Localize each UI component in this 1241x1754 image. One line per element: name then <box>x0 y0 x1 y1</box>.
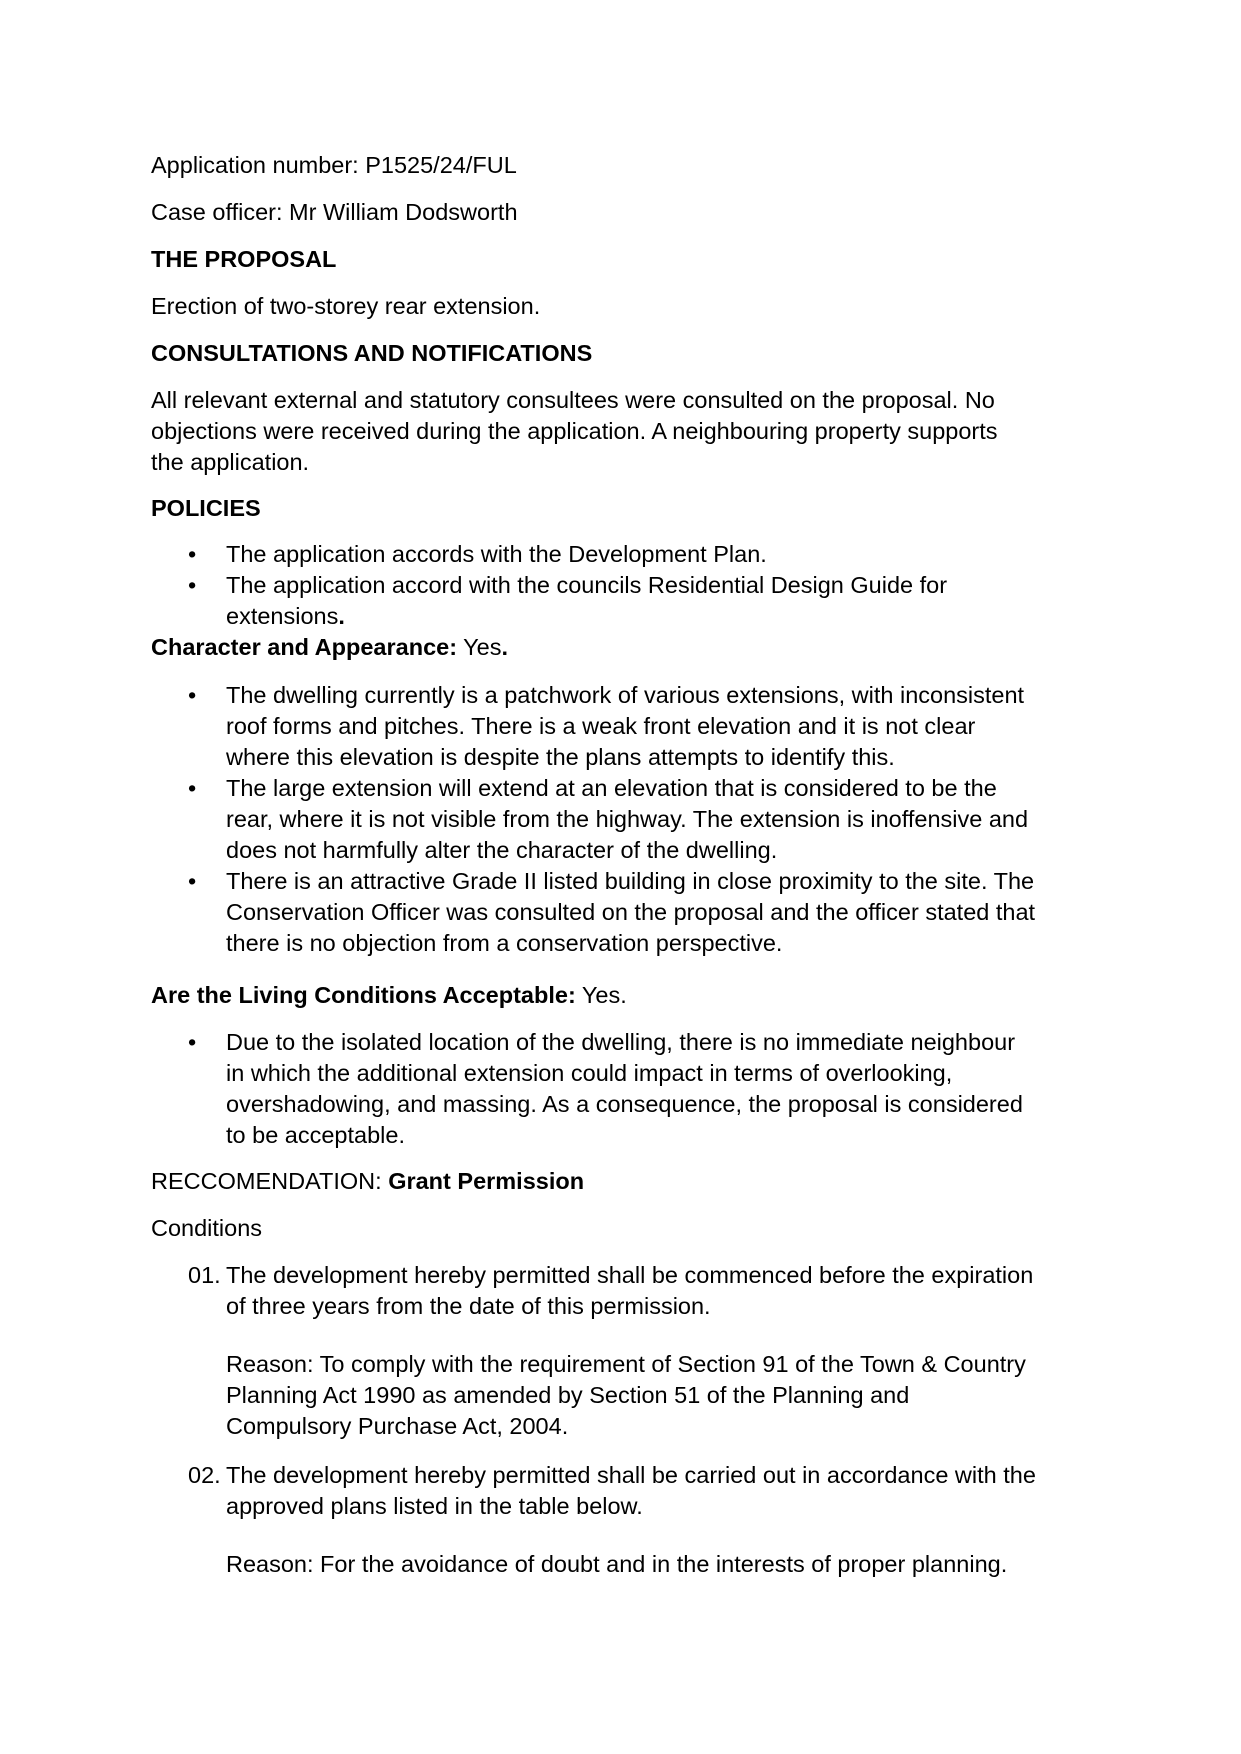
proposal-text: Erection of two-storey rear extension. <box>151 293 541 319</box>
text-line: Reason: For the avoidance of doubt and in the interests of proper planning. <box>226 1551 1008 1577</box>
recommendation <box>151 1166 584 1197</box>
text-line: roof forms and pitches. There is a weak front elevation and it is not clear <box>226 713 976 739</box>
living-label: Are the Living Conditions Acceptable: <box>151 982 576 1008</box>
case-officer: Case officer: Mr William Dodsworth <box>151 199 518 225</box>
condition-number: 01. <box>188 1262 221 1288</box>
list-item <box>151 680 1035 773</box>
text-line: does not harmfully alter the character of the dwelling. <box>226 837 778 863</box>
list-item <box>151 1027 1023 1151</box>
condition-reason <box>226 1349 1033 1442</box>
living-list <box>151 1027 1023 1151</box>
text-line: The development hereby permitted shall be commenced before the expiration <box>226 1262 1034 1288</box>
condition-item <box>151 1460 1036 1580</box>
text-line: where this elevation is despite the plans attempts to identify this. <box>226 744 895 770</box>
living-value: Yes. <box>575 982 627 1008</box>
text-line: The development hereby permitted shall be carried out in accordance with the <box>226 1462 1036 1488</box>
bullet-icon: • <box>188 868 197 894</box>
list-item <box>151 773 1035 866</box>
text-line: to be acceptable. <box>226 1122 405 1148</box>
text-line: objections were received during the application. A neighbouring property supports <box>151 418 998 444</box>
text-line: in which the additional extension could impact in terms of overlooking, <box>226 1060 953 1086</box>
text-line: The application accords with the Development Plan. <box>226 541 767 567</box>
character-list <box>151 680 1035 959</box>
recommendation-label: RECCOMENDATION: <box>151 1168 389 1194</box>
living-heading <box>151 980 627 1011</box>
character-label: Character and Appearance: <box>151 634 458 660</box>
text-line: There is an attractive Grade II listed building in close proximity to the site. The <box>226 868 1035 894</box>
text-line: Conservation Officer was consulted on the proposal and the officer stated that <box>226 899 1036 925</box>
text-line: the application. <box>151 449 310 475</box>
consultations-heading: CONSULTATIONS AND NOTIFICATIONS <box>151 340 593 366</box>
text-line: of three years from the date of this permission. <box>226 1293 711 1319</box>
text-line: Due to the isolated location of the dwelling, there is no immediate neighbour <box>226 1029 1016 1055</box>
list-item <box>151 539 947 570</box>
bullet-icon: • <box>188 1029 197 1055</box>
condition-number: 02. <box>188 1462 221 1488</box>
list-item <box>151 570 947 632</box>
text-line: The application accord with the councils Residential Design Guide for <box>226 572 948 598</box>
condition-reason <box>226 1549 1036 1580</box>
text-line: there is no objection from a conservation perspective. <box>226 930 783 956</box>
policies-heading: POLICIES <box>151 495 261 521</box>
policies-list <box>151 539 947 632</box>
text-line: approved plans listed in the table below. <box>226 1493 643 1519</box>
text-line: The large extension will extend at an elevation that is considered to be the <box>226 775 997 801</box>
text-line: Compulsory Purchase Act, 2004. <box>226 1413 569 1439</box>
character-value: Yes <box>457 634 502 660</box>
bullet-icon: • <box>188 775 197 801</box>
text-line: Reason: To comply with the requirement of Section 91 of the Town & Country <box>226 1351 1026 1377</box>
recommendation-value: Grant Permission <box>388 1168 585 1194</box>
text-line: Planning Act 1990 as amended by Section 51 of the Planning and <box>226 1382 910 1408</box>
consultations-paragraph <box>151 385 1101 478</box>
bullet-icon: • <box>188 572 197 598</box>
character-heading: Character and Appearance: Yes. <box>151 634 509 660</box>
application-number: Application number: P1525/24/FUL <box>151 152 517 178</box>
conditions-list-continued <box>151 1460 1036 1580</box>
text-line: All relevant external and statutory consultees were consulted on the proposal. No <box>151 387 995 413</box>
conditions-list <box>151 1260 1033 1442</box>
text-line: extensions. <box>226 603 345 629</box>
bullet-icon: • <box>188 682 197 708</box>
list-item <box>151 866 1035 959</box>
proposal-heading: THE PROPOSAL <box>151 246 337 272</box>
conditions-heading: Conditions <box>151 1215 263 1241</box>
text-line: The dwelling currently is a patchwork of various extensions, with inconsistent <box>226 682 1025 708</box>
bullet-icon: • <box>188 541 197 567</box>
condition-item <box>151 1260 1033 1442</box>
text-line: overshadowing, and massing. As a consequence, the proposal is considered <box>226 1091 1023 1117</box>
text-line: rear, where it is not visible from the highway. The extension is inoffensive and <box>226 806 1029 832</box>
